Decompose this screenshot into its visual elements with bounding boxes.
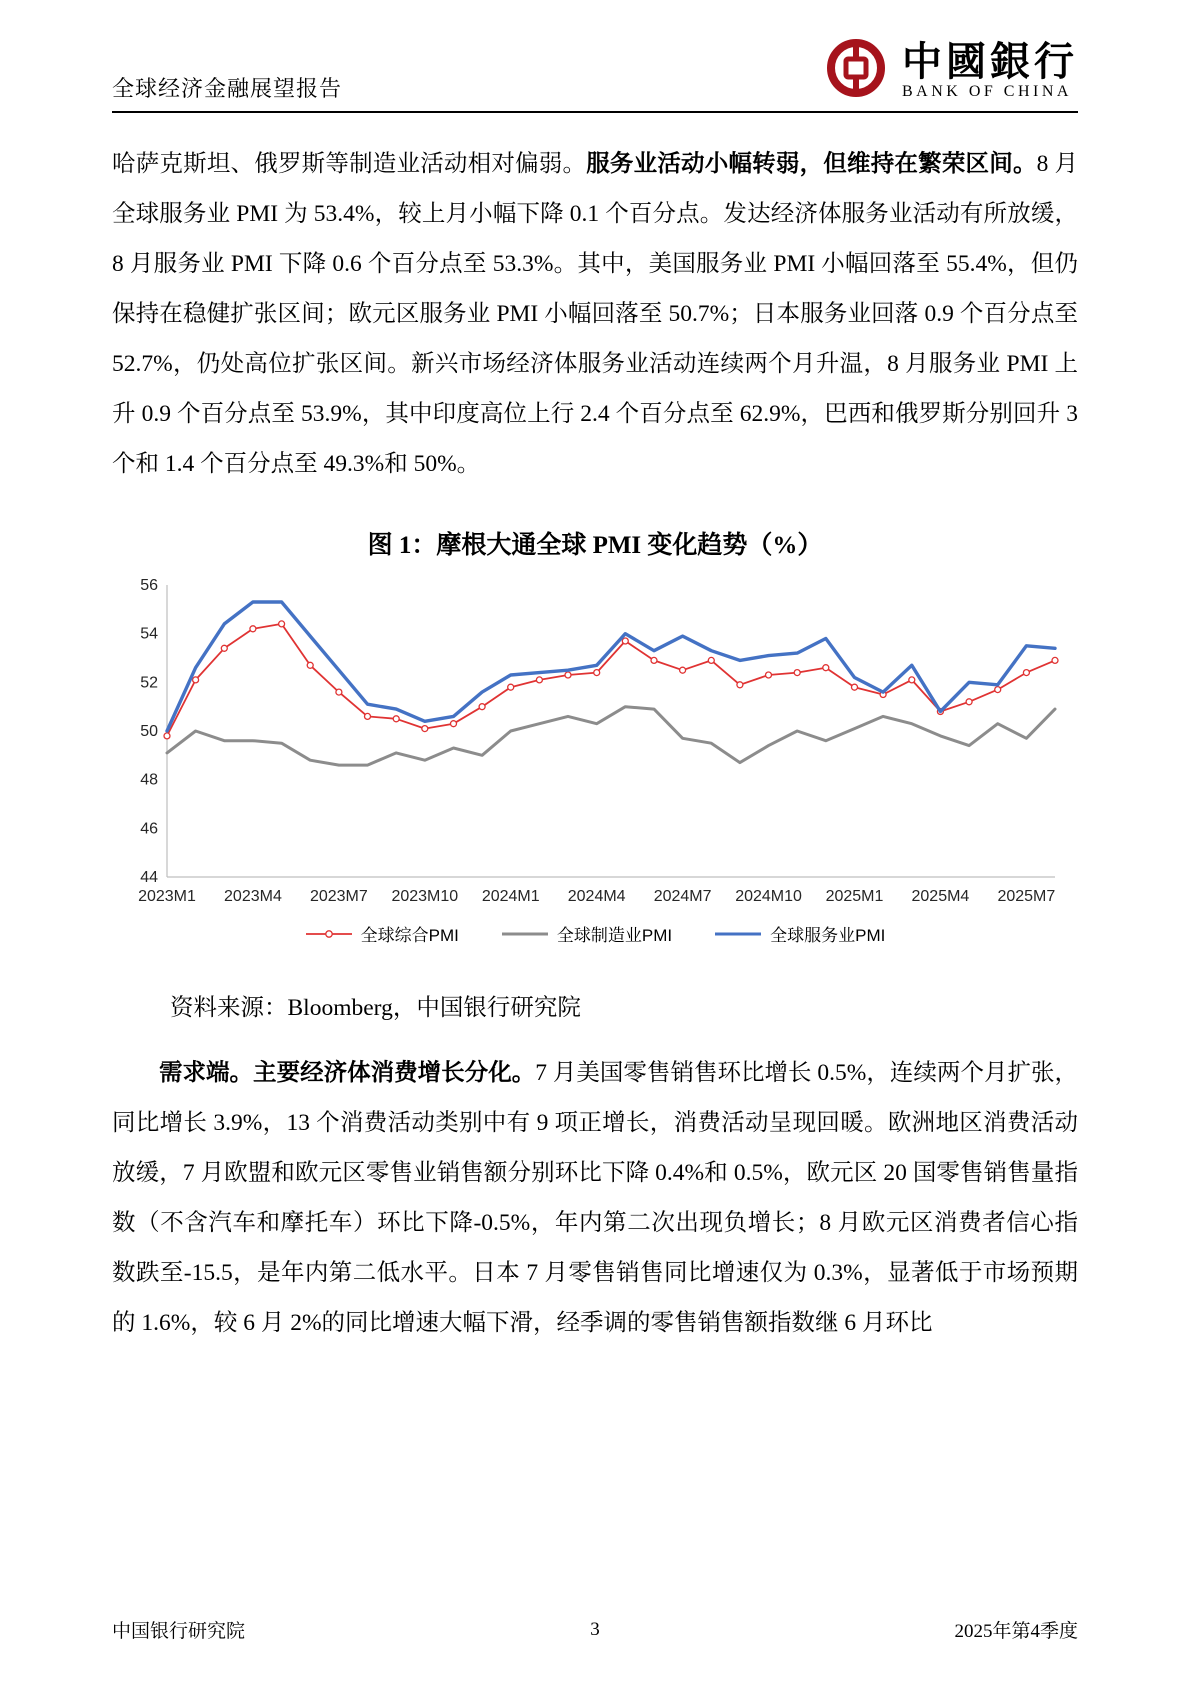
legend-swatch-manufacturing-line-icon	[501, 928, 549, 940]
boc-logo-chinese: 中國銀行	[902, 38, 1078, 84]
legend-item-composite	[305, 921, 459, 946]
legend-label-services: 全球服务业PMI	[770, 926, 886, 945]
legend-item-services	[714, 921, 885, 946]
svg-text:2023M10: 2023M10	[391, 888, 459, 905]
legend-label-composite: 全球综合PMI	[360, 926, 459, 945]
figure-source-note: 资料来源：Bloomberg，中国银行研究院	[170, 995, 581, 1021]
svg-text:44: 44	[140, 869, 158, 886]
svg-text:54: 54	[140, 625, 158, 643]
svg-text:56: 56	[140, 577, 158, 594]
pmi-line-chart	[119, 575, 1071, 917]
footer-organization: 中国银行研究院	[112, 1621, 246, 1642]
figure-1-title: 图 1：摩根大通全球 PMI 变化趋势（%）	[367, 532, 823, 559]
paragraph-2	[112, 1048, 1078, 1348]
svg-text:2024M1: 2024M1	[481, 888, 540, 905]
paragraph-1-bold-lead: 服务业活动小幅转弱，但维持在繁荣区间。	[586, 151, 1037, 177]
bank-of-china-logo	[824, 36, 1078, 105]
legend-swatch-services-line-icon	[714, 928, 762, 940]
svg-text:2025M7: 2025M7	[997, 888, 1056, 905]
report-series-title: 全球经济金融展望报告	[112, 76, 343, 101]
paragraph-1	[112, 139, 1078, 489]
svg-text:2024M4: 2024M4	[567, 888, 626, 905]
svg-text:2024M10: 2024M10	[735, 888, 802, 905]
boc-logo-text	[902, 38, 1078, 101]
chart-legend	[119, 921, 1071, 946]
boc-coin-emblem-icon	[824, 36, 888, 105]
svg-text:48: 48	[140, 771, 158, 789]
paragraph-1-text-b: 8 月全球服务业 PMI 为 53.4%，较上月小幅下降 0.1 个百分点。发达经济体服务业活动有所放缓，8 月服务业 PMI 下降 0.6 个百分点至 53.3%。其中，美国服务业 PMI 小幅回落至 55.4%，但仍保持在稳健扩张区间；欧元区服务业 PMI 小幅回落至 50.7%；日本服务业回落 0.9 个百分点至 52.7%，仍处高位扩张区间。新兴市场经济体服务业活动连续两个月升温，8 月服务业 PMI 上升 0.9 个百分点至 53.9%，其中印度高位上行 2.4 个百分点至 62.9%，巴西和俄罗斯分别回升 3 个和 1.4 个百分点至 49.3%和 50%。	[112, 151, 1079, 477]
svg-text:2025M4: 2025M4	[911, 888, 970, 905]
legend-label-manufacturing: 全球制造业PMI	[556, 926, 673, 945]
boc-logo-english: BANK OF CHINA	[902, 82, 1072, 100]
svg-text:46: 46	[140, 820, 158, 838]
legend-item-manufacturing	[501, 921, 672, 946]
svg-text:52: 52	[140, 674, 158, 692]
svg-text:2023M1: 2023M1	[138, 888, 196, 905]
svg-text:2023M4: 2023M4	[224, 888, 282, 905]
legend-swatch-composite-line-icon	[305, 928, 353, 940]
page-footer	[112, 1616, 1078, 1643]
svg-text:2024M7: 2024M7	[653, 888, 712, 905]
footer-issue: 2025年第4季度	[954, 1621, 1078, 1642]
footer-page-number: 3	[590, 1618, 600, 1640]
svg-text:2023M7: 2023M7	[309, 888, 368, 905]
svg-text:2025M1: 2025M1	[825, 888, 884, 905]
paragraph-2-bold-lead: 需求端。主要经济体消费增长分化。	[159, 1060, 536, 1086]
page-header	[112, 36, 1078, 113]
pmi-chart-container	[119, 575, 1071, 946]
paragraph-2-text: 7 月美国零售销售环比增长 0.5%，连续两个月扩张，同比增长 3.9%，13 个消费活动类别中有 9 项正增长，消费活动呈现回暖。欧洲地区消费活动放缓，7 月欧盟和欧元区零售业销售额分别环比下降 0.4%和 0.5%，欧元区 20 国零售销售量指数（不含汽车和摩托车）环比下降-0.5%，年内第二次出现负增长；8 月欧元区消费者信心指数跌至-15.5，是年内第二低水平。日本 7 月零售销售同比增速仅为 0.3%，显著低于市场预期的 1.6%，较 6 月 2%的同比增速大幅下滑，经季调的零售销售额指数继 6 月环比	[112, 1060, 1079, 1336]
svg-text:50: 50	[140, 723, 158, 740]
paragraph-1-text-a: 哈萨克斯坦、俄罗斯等制造业活动相对偏弱。	[112, 151, 587, 177]
